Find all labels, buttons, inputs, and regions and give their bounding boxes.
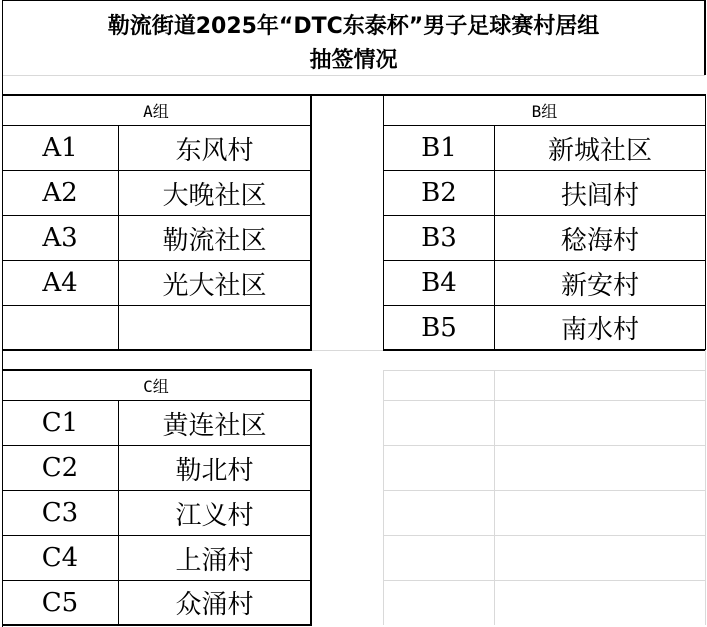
table-rule — [310, 369, 312, 625]
table-border — [705, 0, 706, 75]
group-header: B组 — [531, 102, 558, 121]
team-code: C3 — [41, 498, 79, 528]
table-rule — [310, 94, 312, 350]
gridline — [383, 535, 705, 536]
team-code: B5 — [421, 312, 457, 343]
team-name: 勒流社区 — [162, 225, 267, 256]
team-name: 大晚社区 — [162, 180, 267, 211]
team-code: B3 — [421, 223, 457, 253]
team-name: 新安村 — [560, 270, 639, 301]
team-name: 光大社区 — [162, 270, 267, 301]
table-rule — [705, 94, 706, 350]
gridline — [383, 580, 705, 581]
gridline — [2, 75, 705, 76]
team-name: 众涌村 — [175, 590, 254, 620]
table-rule — [2, 624, 312, 626]
team-code: B2 — [421, 178, 457, 208]
team-code: C5 — [41, 587, 79, 618]
gridline — [383, 370, 705, 371]
team-name: 勒北村 — [175, 455, 254, 486]
team-name: 南水村 — [560, 315, 639, 345]
team-code: A3 — [42, 223, 78, 253]
document-title: 勒流街道2025年“DTC东泰杯”男子足球赛村居组 — [107, 14, 600, 39]
team-name: 稔海村 — [560, 225, 639, 256]
team-code: B1 — [421, 133, 457, 163]
gridline — [705, 350, 706, 625]
table-rule — [2, 349, 312, 351]
team-name: 黄连社区 — [162, 410, 267, 441]
team-code: C4 — [41, 543, 79, 573]
team-code: C1 — [41, 408, 79, 438]
group-header: C组 — [143, 377, 169, 396]
gridline — [383, 400, 705, 401]
team-code: A2 — [42, 178, 78, 208]
team-code: B4 — [421, 268, 457, 298]
table-rule — [383, 349, 705, 351]
team-name: 新城社区 — [547, 135, 652, 166]
team-code: A4 — [42, 268, 78, 298]
team-code: C2 — [41, 453, 79, 483]
group-header: A组 — [143, 102, 169, 121]
team-code — [2, 306, 118, 349]
gridline — [494, 370, 495, 625]
team-name — [119, 306, 310, 349]
team-name: 东风村 — [175, 135, 254, 166]
gridline — [383, 370, 384, 625]
document-title-block — [2, 0, 705, 75]
document-subtitle: 抽签情况 — [309, 48, 398, 73]
gridline — [383, 490, 705, 491]
team-name: 上涌村 — [175, 545, 254, 576]
team-code: A1 — [42, 133, 78, 163]
team-name: 江义村 — [175, 500, 254, 531]
gridline — [383, 445, 705, 446]
team-name: 扶闾村 — [560, 180, 639, 211]
